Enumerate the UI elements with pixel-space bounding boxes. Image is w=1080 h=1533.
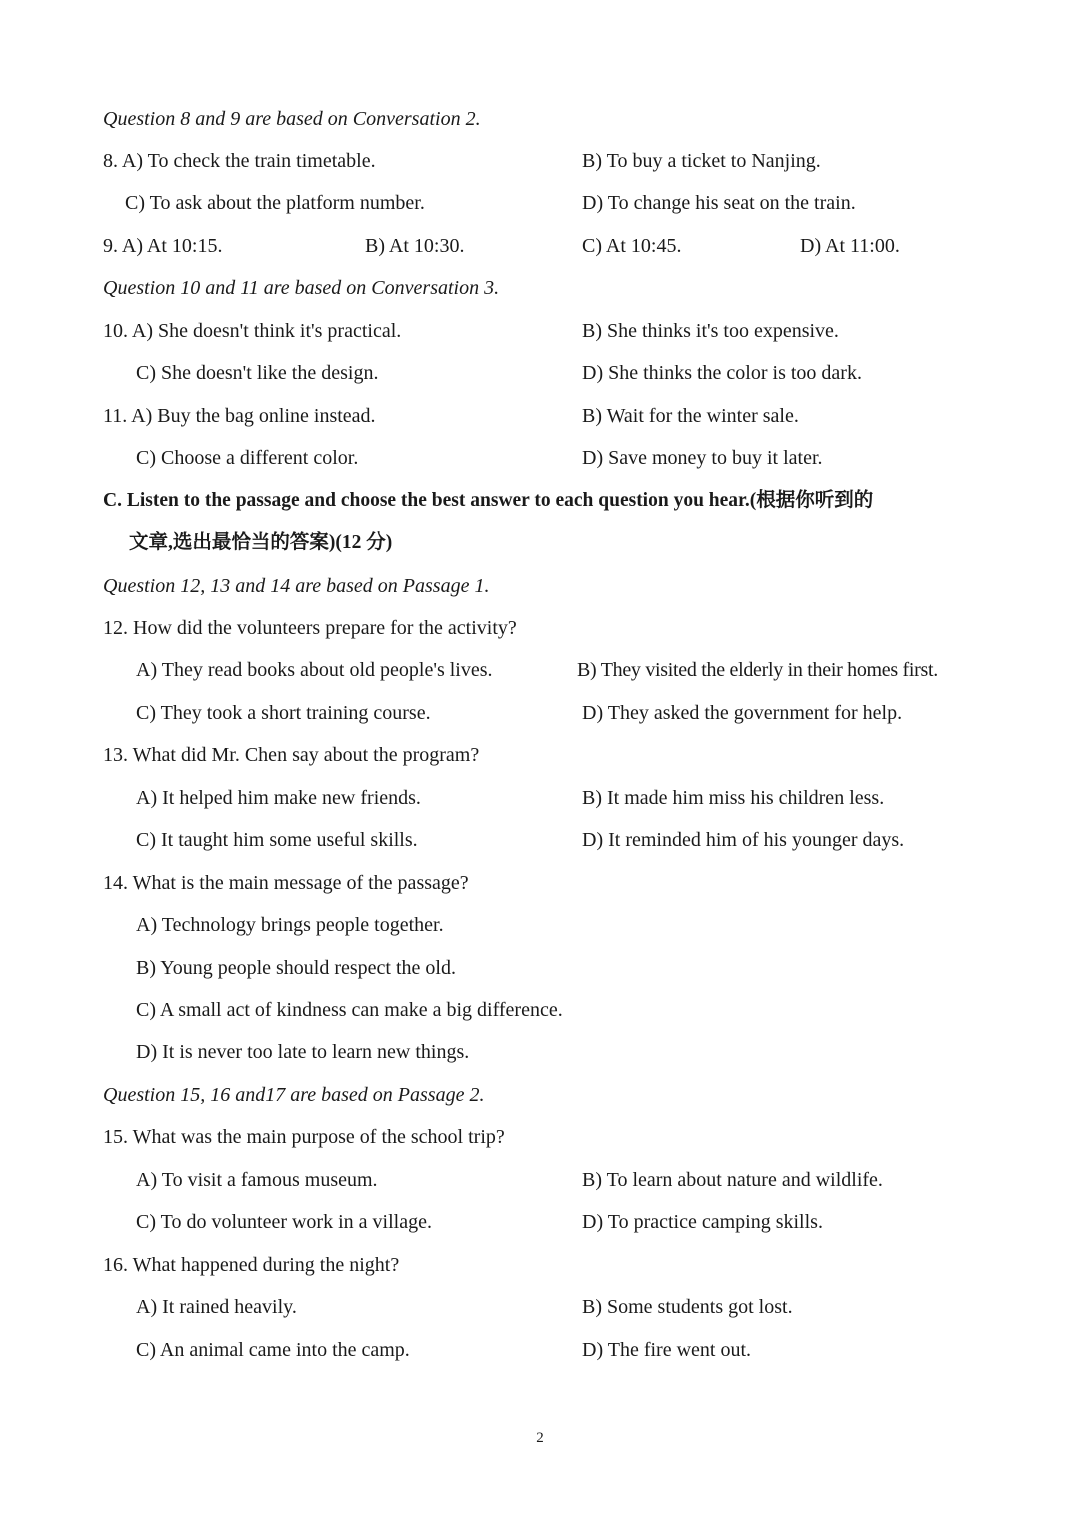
q15-option-c: C) To do volunteer work in a village.: [136, 1211, 432, 1233]
q13-stem: 13. What did Mr. Chen say about the program?: [103, 744, 480, 766]
q8-option-b: B) To buy a ticket to Nanjing.: [582, 150, 821, 172]
q14-option-d: D) It is never too late to learn new things.: [136, 1041, 470, 1063]
q8-option-c: C) To ask about the platform number.: [125, 192, 425, 214]
q14-option-c: C) A small act of kindness can make a big difference.: [136, 999, 563, 1021]
q12-option-a: A) They read books about old people's lives.: [136, 659, 493, 681]
q16-option-c: C) An animal came into the camp.: [136, 1339, 410, 1361]
q12-option-d: D) They asked the government for help.: [582, 702, 903, 724]
conversation-3-note: Question 10 and 11 are based on Conversation 3.: [103, 277, 500, 299]
passage-2-note: Question 15, 16 and17 are based on Passage 2.: [103, 1084, 485, 1106]
q9-option-b: B) At 10:30.: [365, 235, 465, 257]
q12-option-b: B) They visited the elderly in their homes first.: [577, 659, 938, 681]
q12-option-c: C) They took a short training course.: [136, 702, 431, 724]
q9-option-a: 9. A) At 10:15.: [103, 235, 223, 257]
q13-option-b: B) It made him miss his children less.: [582, 787, 885, 809]
q11-option-b: B) Wait for the winter sale.: [582, 405, 799, 427]
q15-option-a: A) To visit a famous museum.: [136, 1169, 378, 1191]
conversation-2-note: Question 8 and 9 are based on Conversation 2.: [103, 108, 481, 130]
q16-stem: 16. What happened during the night?: [103, 1254, 400, 1276]
q13-option-a: A) It helped him make new friends.: [136, 787, 421, 809]
q9-option-c: C) At 10:45.: [582, 235, 682, 257]
page-number: 2: [536, 1430, 544, 1446]
q15-option-b: B) To learn about nature and wildlife.: [582, 1169, 883, 1191]
q9-option-d: D) At 11:00.: [800, 235, 900, 257]
q10-option-c: C) She doesn't like the design.: [136, 362, 379, 384]
q10-option-d: D) She thinks the color is too dark.: [582, 362, 862, 384]
q13-option-d: D) It reminded him of his younger days.: [582, 829, 905, 851]
q16-option-d: D) The fire went out.: [582, 1339, 752, 1361]
q12-stem: 12. How did the volunteers prepare for the activity?: [103, 617, 517, 639]
q11-option-a: 11. A) Buy the bag online instead.: [103, 405, 376, 427]
q14-stem: 14. What is the main message of the passage?: [103, 872, 469, 894]
q16-option-a: A) It rained heavily.: [136, 1296, 297, 1318]
q16-option-b: B) Some students got lost.: [582, 1296, 793, 1318]
q10-option-a: 10. A) She doesn't think it's practical.: [103, 320, 402, 342]
q15-stem: 15. What was the main purpose of the school trip?: [103, 1126, 505, 1148]
q10-option-b: B) She thinks it's too expensive.: [582, 320, 839, 342]
q13-option-c: C) It taught him some useful skills.: [136, 829, 418, 851]
q15-option-d: D) To practice camping skills.: [582, 1211, 823, 1233]
q8-option-a: 8. A) To check the train timetable.: [103, 150, 376, 172]
q14-option-b: B) Young people should respect the old.: [136, 957, 456, 979]
part-c-heading-line-1: C. Listen to the passage and choose the best answer to each question you hear.(根据你听到的: [103, 490, 874, 511]
part-c-heading-line-2: 文章,选出最恰当的答案)(12 分): [129, 532, 393, 553]
q14-option-a: A) Technology brings people together.: [136, 914, 444, 936]
q11-option-d: D) Save money to buy it later.: [582, 447, 823, 469]
passage-1-note: Question 12, 13 and 14 are based on Passage 1.: [103, 575, 490, 597]
q11-option-c: C) Choose a different color.: [136, 447, 359, 469]
q8-option-d: D) To change his seat on the train.: [582, 192, 856, 214]
